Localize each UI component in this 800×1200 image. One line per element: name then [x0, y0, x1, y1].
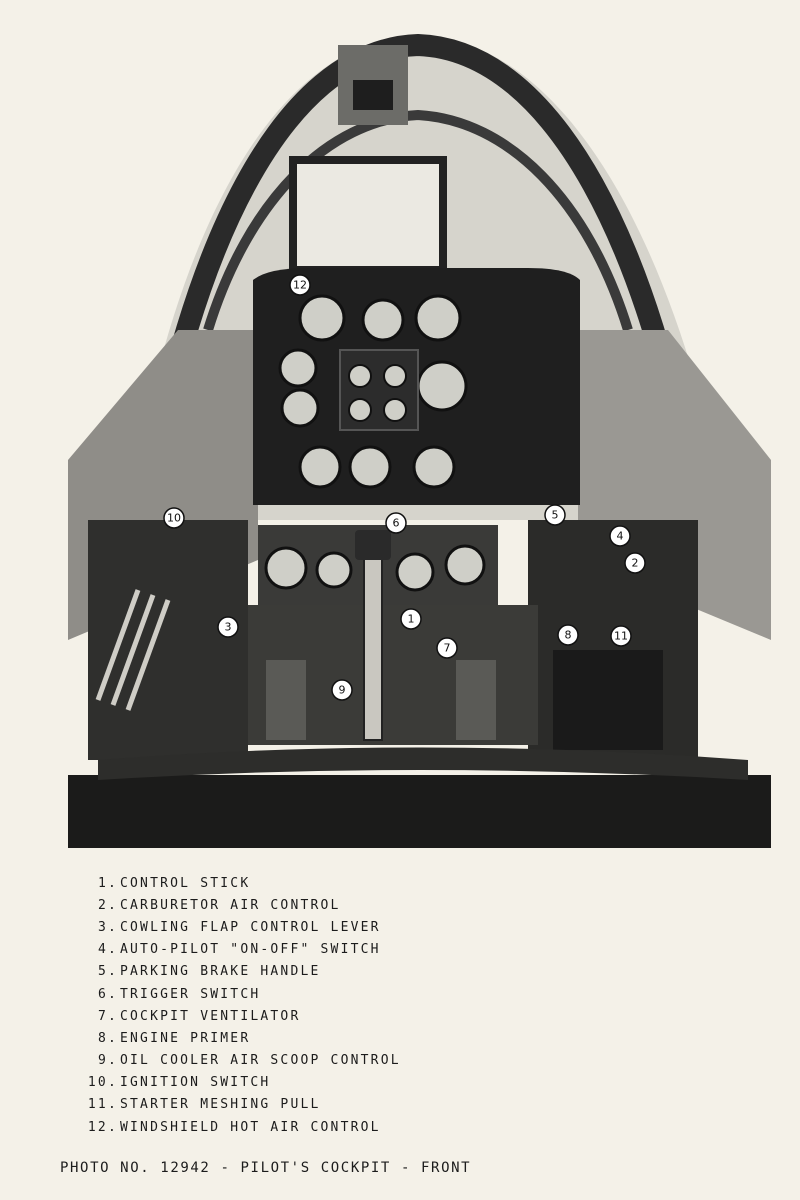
callout-10 [164, 508, 184, 528]
legend-item [60, 939, 580, 961]
callout-6 [386, 513, 406, 533]
callout-11 [611, 626, 631, 646]
legend-label: TRIGGER SWITCH [120, 986, 261, 1002]
svg-text:9: 9 [338, 683, 346, 697]
legend-item [60, 916, 580, 938]
photo-caption: PHOTO NO. 12942 - PILOT'S COCKPIT - FRONT [60, 1160, 472, 1176]
legend-item [60, 1094, 580, 1116]
legend-item [60, 894, 580, 916]
legend-number: 11. [87, 1097, 118, 1113]
legend-label: PARKING BRAKE HANDLE [120, 964, 321, 980]
legend-label: COCKPIT VENTILATOR [120, 1008, 301, 1024]
legend-number: 5. [97, 964, 118, 980]
legend-number: 7. [97, 1008, 118, 1024]
callout-7 [437, 638, 457, 658]
svg-text:11: 11 [614, 629, 628, 643]
svg-text:4: 4 [616, 529, 624, 543]
legend-label: CONTROL STICK [120, 875, 251, 891]
callout-12 [290, 275, 310, 295]
callout-8 [558, 625, 578, 645]
svg-text:7: 7 [443, 641, 451, 655]
svg-text:8: 8 [564, 628, 572, 642]
legend-number: 2. [97, 897, 118, 913]
legend-number: 4. [97, 942, 118, 958]
callout-2 [625, 553, 645, 573]
callout-1 [401, 609, 421, 629]
legend-label: AUTO-PILOT "ON-OFF" SWITCH [120, 942, 381, 958]
legend-number: 10. [87, 1075, 118, 1091]
legend-label: IGNITION SWITCH [120, 1075, 271, 1091]
legend-number: 8. [97, 1030, 118, 1046]
legend-item [60, 1005, 580, 1027]
callout-9 [332, 680, 352, 700]
legend-number: 3. [97, 919, 118, 935]
svg-text:5: 5 [551, 508, 559, 522]
legend-label: OIL COOLER AIR SCOOP CONTROL [120, 1053, 401, 1069]
legend-label: ENGINE PRIMER [120, 1030, 251, 1046]
legend-label: CARBURETOR AIR CONTROL [120, 897, 341, 913]
legend-number: 9. [97, 1053, 118, 1069]
cockpit-photo [68, 0, 771, 848]
svg-text:6: 6 [392, 516, 400, 530]
callout-3 [218, 617, 238, 637]
svg-text:12: 12 [293, 278, 307, 292]
legend-label: STARTER MESHING PULL [120, 1097, 321, 1113]
legend-number: 6. [97, 986, 118, 1002]
legend-item [60, 1050, 580, 1072]
legend-item [60, 872, 580, 894]
svg-text:1: 1 [407, 612, 415, 626]
svg-text:3: 3 [224, 620, 232, 634]
callout-5 [545, 505, 565, 525]
callout-4 [610, 526, 630, 546]
legend-item [60, 1072, 580, 1094]
legend-item [60, 961, 580, 983]
svg-text:10: 10 [167, 511, 181, 525]
legend-item [60, 983, 580, 1005]
legend-label: COWLING FLAP CONTROL LEVER [120, 919, 381, 935]
legend-label: WINDSHIELD HOT AIR CONTROL [120, 1119, 381, 1135]
parts-legend [60, 872, 580, 1138]
legend-number: 12. [87, 1119, 118, 1135]
legend-item [60, 1027, 580, 1049]
legend-item [60, 1116, 580, 1138]
legend-number: 1. [97, 875, 118, 891]
svg-text:2: 2 [631, 556, 639, 570]
